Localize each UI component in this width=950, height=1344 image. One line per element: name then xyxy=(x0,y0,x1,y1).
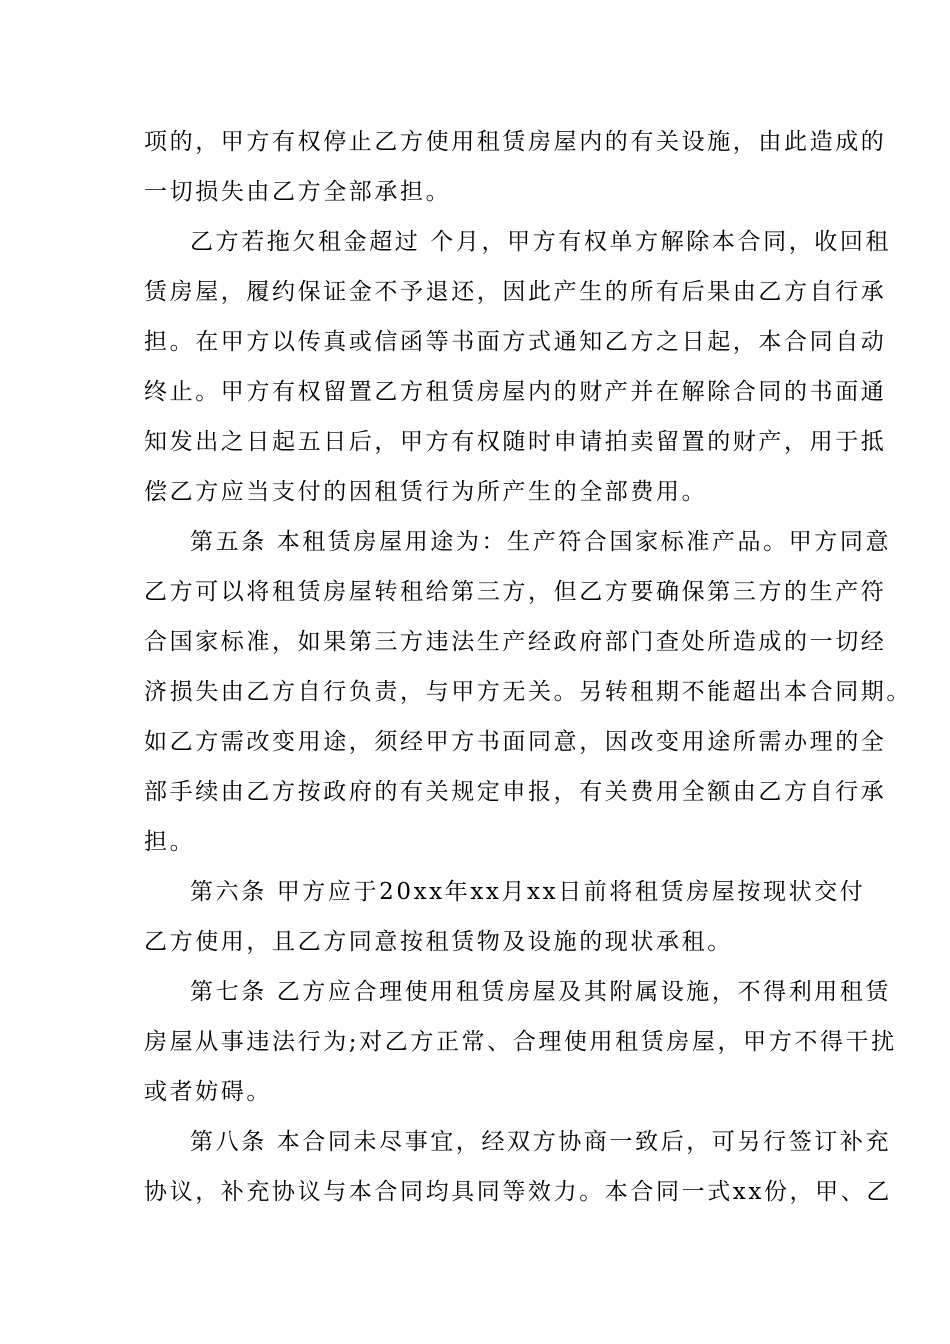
text-line-4: 赁房屋，履约保证金不予退还，因此产生的所有后果由乙方自行承 xyxy=(144,279,887,305)
text-line-2: 一切损失由乙方全部承担。 xyxy=(144,179,452,205)
text-line-15: 担。 xyxy=(144,829,196,855)
article-7-heading-line: 第七条 乙方应合理使用租赁房屋及其附属设施，不得利用租赁 xyxy=(190,979,892,1005)
text-line-20: 或者妨碍。 xyxy=(144,1079,272,1105)
text-line-8: 偿乙方应当支付的因租赁行为所产生的全部费用。 xyxy=(144,479,708,505)
text-line-14: 部手续由乙方按政府的有关规定申报，有关费用全额由乙方自行承 xyxy=(144,779,887,805)
text-line-22: 协议，补充协议与本合同均具同等效力。本合同一式xx份，甲、乙 xyxy=(144,1179,892,1205)
text-line-5: 担。在甲方以传真或信函等书面方式通知乙方之日起，本合同自动 xyxy=(144,329,887,355)
text-line-17: 乙方使用，且乙方同意按租赁物及设施的现状承租。 xyxy=(144,929,733,955)
article-5-heading-line: 第五条 本租赁房屋用途为：生产符合国家标准产品。甲方同意 xyxy=(190,529,892,555)
text-line-13: 如乙方需改变用途，须经甲方书面同意，因改变用途所需办理的全 xyxy=(144,729,887,755)
text-line-7: 知发出之日起五日后，甲方有权随时申请拍卖留置的财产，用于抵 xyxy=(144,429,887,455)
text-line-6: 终止。甲方有权留置乙方租赁房屋内的财产并在解除合同的书面通 xyxy=(144,379,887,405)
text-line-1: 项的，甲方有权停止乙方使用租赁房屋内的有关设施，由此造成的 xyxy=(144,129,887,155)
text-line-12: 济损失由乙方自行负责，与甲方无关。另转租期不能超出本合同期。 xyxy=(144,679,912,705)
article-8-heading-line: 第八条 本合同未尽事宜，经双方协商一致后，可另行签订补充 xyxy=(190,1129,892,1155)
article-6-heading-line: 第六条 甲方应于20xx年xx月xx日前将租赁房屋按现状交付 xyxy=(190,879,866,905)
text-line-19: 房屋从事违法行为;对乙方正常、合理使用租赁房屋，甲方不得干扰 xyxy=(144,1029,897,1055)
text-line-11: 合国家标准，如果第三方违法生产经政府部门查处所造成的一切经 xyxy=(144,629,887,655)
paragraph-start-rent-arrears: 乙方若拖欠租金超过 个月，甲方有权单方解除本合同，收回租 xyxy=(190,229,892,255)
text-line-10: 乙方可以将租赁房屋转租给第三方，但乙方要确保第三方的生产符 xyxy=(144,579,887,605)
